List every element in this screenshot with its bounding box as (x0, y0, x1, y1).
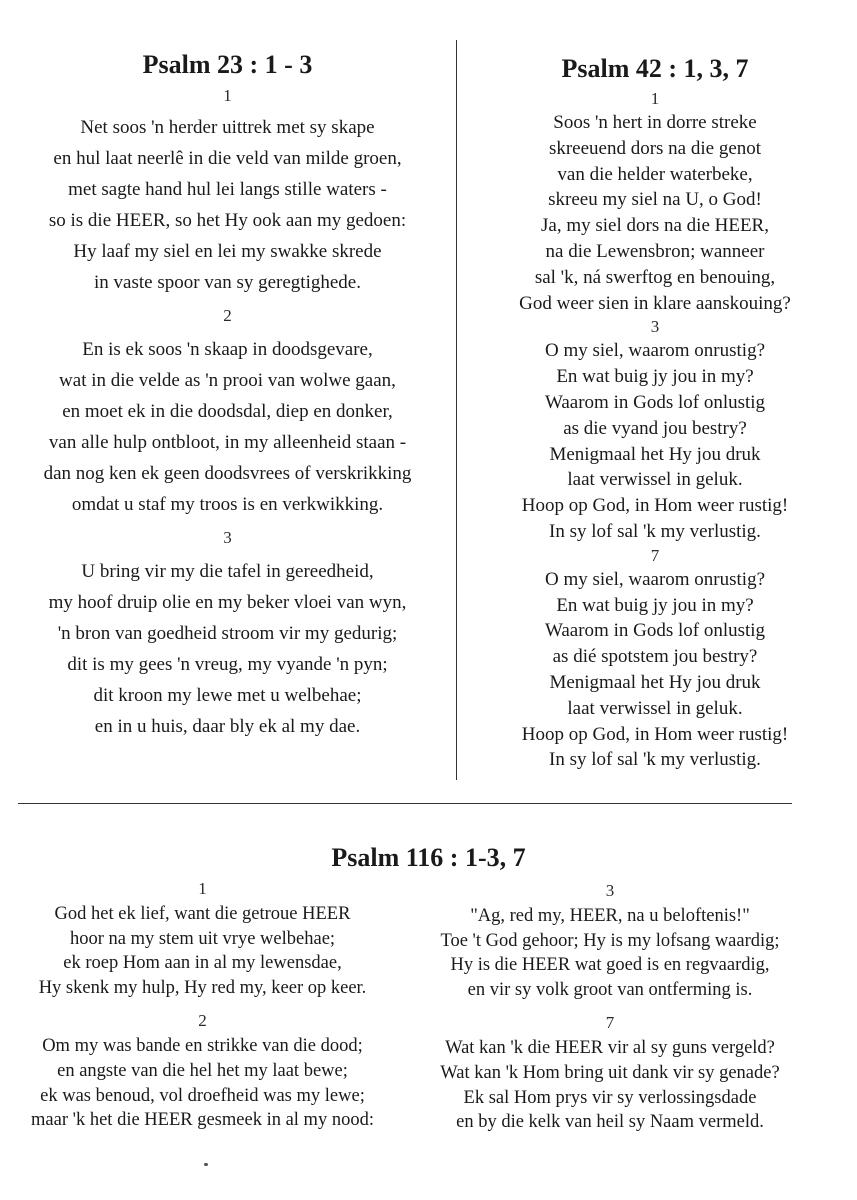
verse-line: omdat u staf my troos is en verkwikking. (71, 494, 384, 515)
verse-line: en moet ek in die doodsdal, diep en donker, (62, 401, 393, 422)
verse-line: O my siel, waarom onrustig? (544, 568, 766, 590)
psalm-116-left-column (5, 878, 400, 1133)
verse-line: Hy is die HEER wat goed is en regvaardig, (450, 955, 770, 976)
column-divider (456, 40, 457, 780)
verse-line: na die Lewensbron; wanneer (545, 240, 765, 262)
verse-line: ek roep Hom aan in al my lewensdae, (63, 953, 342, 974)
verse-line: En wat buig jy jou in my? (556, 594, 754, 616)
stanza-number: 3 (605, 881, 615, 900)
verse-line: hoor na my stem uit vrye welbehae; (69, 928, 336, 949)
verse-line: Waarom in Gods lof onlustig (544, 391, 766, 413)
verse-line: as dié spotstem jou bestry? (552, 646, 758, 668)
verse-line: Hoop op God, in Hom weer rustig! (521, 723, 789, 745)
stanza-number: 2 (223, 306, 232, 325)
verse-line: Soos 'n hert in dorre streke (553, 112, 757, 133)
stanza-number: 3 (223, 528, 232, 547)
scan-speck (204, 1163, 208, 1166)
psalm-42-title: Psalm 42 : 1, 3, 7 (561, 54, 749, 83)
verse-line: En is ek soos 'n skaap in doodsgevare, (82, 339, 373, 360)
verse-line: as die vyand jou bestry? (563, 417, 747, 439)
stanza-number: 2 (198, 1011, 207, 1031)
psalm-23-title: Psalm 23 : 1 - 3 (142, 50, 313, 79)
verse-line: skreeuend dors na die genot (548, 137, 762, 159)
psalm-116-right-column (410, 880, 810, 1135)
verse-line: en vir sy volk groot van ontferming is. (467, 979, 753, 1000)
psalm-23-block (25, 50, 430, 742)
verse-line: met sagte hand hul lei langs stille waters - (68, 179, 387, 200)
section-divider (18, 803, 792, 804)
verse-line: laat verwissel in geluk. (567, 697, 743, 719)
verse-line: so is die HEER, so het Hy ook aan my gedoen: (48, 210, 407, 231)
verse-line: Waarom in Gods lof onlustig (544, 620, 766, 642)
verse-line: Net soos 'n herder uittrek met sy skape (80, 117, 375, 138)
verse-line: God weer sien in klare aanskouing? (519, 292, 791, 314)
verse-line: Menigmaal het Hy jou druk (549, 671, 761, 693)
verse-line: "Ag, red my, HEER, na u beloftenis!" (470, 906, 750, 926)
psalm-42-block (470, 54, 840, 773)
stanza-number: 1 (650, 89, 660, 108)
verse-line: in vaste spoor van sy geregtighede. (94, 272, 361, 293)
verse-line: en in u huis, daar bly ek al my dae. (94, 716, 361, 737)
verse-line: van die helder waterbeke, (557, 163, 753, 185)
verse-line: O my siel, waarom onrustig? (544, 340, 766, 362)
verse-line: Hy laaf my siel en lei my swakke skrede (73, 241, 382, 262)
verse-line: dit is my gees 'n vreug, my vyande 'n pyn; (67, 654, 388, 675)
verse-line: U bring vir my die tafel in gereedheid, (81, 561, 374, 582)
verse-line: sal 'k, ná swerftog en benouing, (534, 266, 776, 288)
verse-line: 'n bron van goedheid stroom vir my gedurig; (57, 623, 398, 644)
stanza-number: 7 (650, 545, 660, 565)
stanza-number: 3 (650, 317, 660, 337)
verse-line: God het ek lief, want die getroue HEER (54, 904, 351, 924)
verse-line: In sy lof sal 'k my verlustig. (549, 749, 761, 771)
verse-line: en angste van die hel het my laat bewe; (57, 1060, 348, 1081)
verse-line: Ek sal Hom prys vir sy verlossingsdade (463, 1087, 757, 1108)
verse-line: In sy lof sal 'k my verlustig. (549, 520, 761, 542)
verse-line: dan nog ken ek geen doodsvrees of verskrikking (43, 463, 412, 484)
psalm-116-title: Psalm 116 : 1-3, 7 (331, 843, 526, 872)
verse-line: laat verwissel in geluk. (567, 469, 743, 491)
stanza-number: 7 (605, 1013, 615, 1033)
verse-line: dit kroon my lewe met u welbehae; (93, 685, 362, 706)
verse-line: Toe 't God gehoor; Hy is my lofsang waardig; (440, 930, 780, 951)
verse-line: maar 'k het die HEER gesmeek in al my nood: (31, 1110, 374, 1131)
verse-line: En wat buig jy jou in my? (556, 366, 754, 388)
stanza-number: 1 (198, 879, 207, 898)
verse-line: Om my was bande en strikke van die dood; (42, 1036, 363, 1057)
stanza-number: 1 (223, 86, 232, 105)
verse-line: Hoop op God, in Hom weer rustig! (521, 495, 789, 517)
verse-line: en by die kelk van heil sy Naam vermeld. (456, 1112, 764, 1133)
verse-line: Wat kan 'k die HEER vir al sy guns vergeld? (445, 1038, 775, 1059)
verse-line: my hoof druip olie en my beker vloei van wyn, (48, 592, 407, 613)
verse-line: wat in die velde as 'n prooi van wolwe gaan, (59, 370, 396, 391)
verse-line: Hy skenk my hulp, Hy red my, keer op keer. (38, 977, 367, 998)
verse-line: Ja, my siel dors na die HEER, (541, 215, 769, 237)
verse-line: skreeu my siel na U, o God! (548, 189, 762, 211)
verse-line: ek was benoud, vol droefheid was my lewe; (40, 1085, 365, 1106)
verse-line: van alle hulp ontbloot, in my alleenheid staan - (48, 432, 407, 453)
verse-line: en hul laat neerlê in die veld van milde groen, (53, 148, 402, 169)
verse-line: Wat kan 'k Hom bring uit dank vir sy genade? (440, 1062, 780, 1083)
verse-line: Menigmaal het Hy jou druk (549, 443, 761, 465)
